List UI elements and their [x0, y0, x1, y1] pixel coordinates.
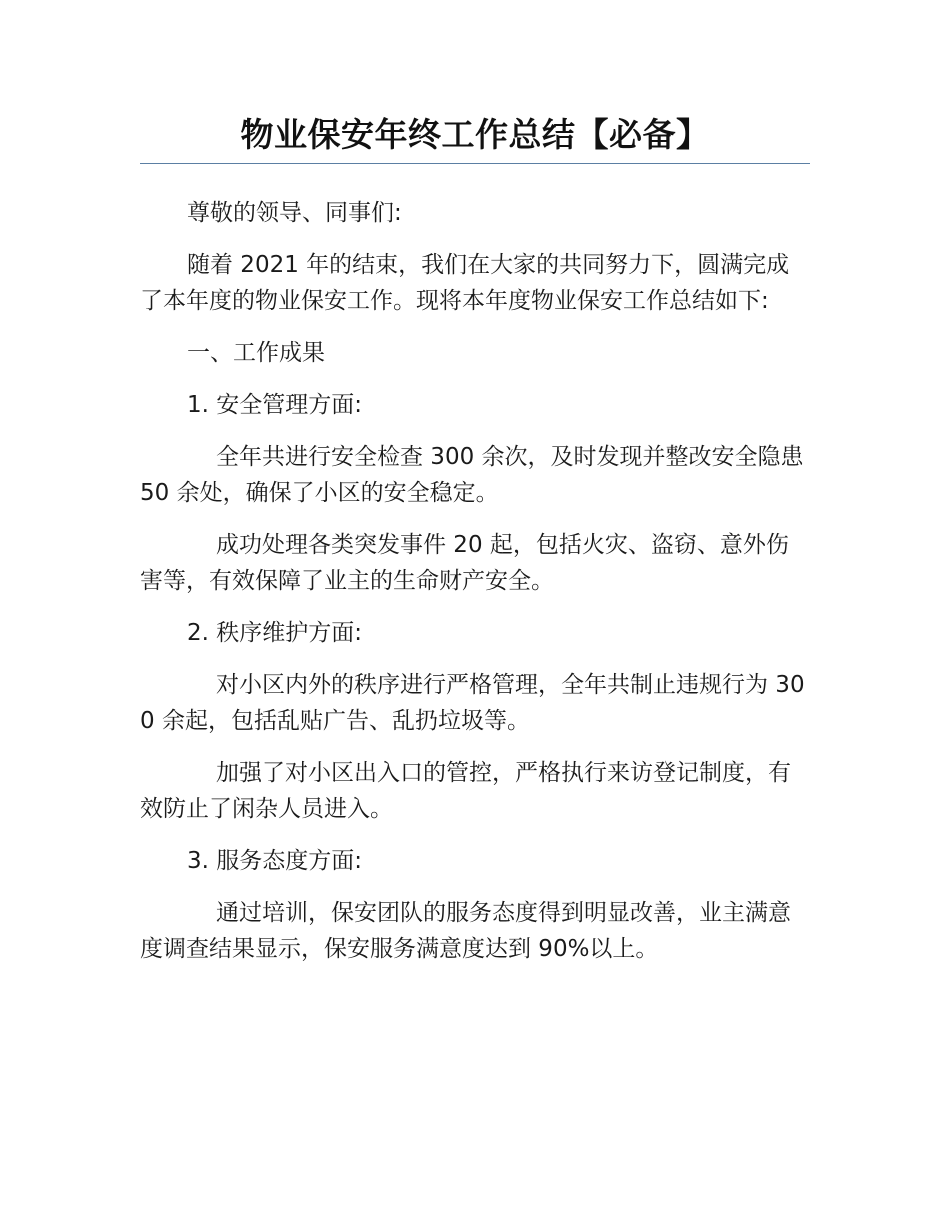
document-body [140, 195, 810, 983]
paragraph-entrance-control: 加强了对小区出入口的管控，严格执行来访登记制度，有效防止了闲杂人员进入。 [140, 760, 791, 822]
page-title: 物业保安年终工作总结【必备】 [240, 115, 710, 154]
paragraph-emergency-handling: 成功处理各类突发事件 20 起，包括火灾、盗窃、意外伤害等，有效保障了业主的生命财产安全。 [140, 532, 789, 594]
subheading-safety-management: 1. 安全管理方面: [187, 392, 363, 418]
paragraph-safety-inspections: 全年共进行安全检查 300 余次，及时发现并整改安全隐患 50 余处，确保了小区的安全稳定。 [140, 444, 804, 506]
paragraph-order-management: 对小区内外的秩序进行严格管理，全年共制止违规行为 300 余起，包括乱贴广告、乱扔垃圾等。 [140, 672, 805, 734]
subheading-order-maintenance: 2. 秩序维护方面: [187, 620, 363, 646]
intro-paragraph: 随着 2021 年的结束，我们在大家的共同努力下，圆满完成了本年度的物业保安工作。现将本年度物业保安工作总结如下: [140, 252, 790, 314]
section-heading-results: 一、工作成果 [187, 340, 325, 366]
title-underline-divider [140, 163, 810, 164]
paragraph-service-satisfaction: 通过培训，保安团队的服务态度得到明显改善，业主满意度调查结果显示，保安服务满意度达到 90%以上。 [140, 900, 791, 962]
salutation-paragraph: 尊敬的领导、同事们: [187, 200, 402, 226]
subheading-service-attitude: 3. 服务态度方面: [187, 848, 363, 874]
